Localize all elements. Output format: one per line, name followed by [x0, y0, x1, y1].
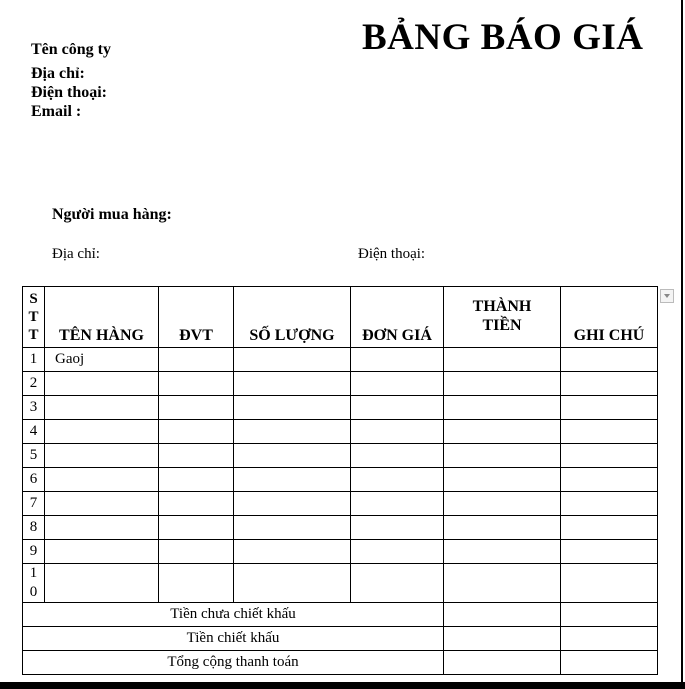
cell-item-name[interactable]	[45, 396, 159, 420]
cell-stt[interactable]: 7	[23, 492, 45, 516]
filter-dropdown-icon[interactable]	[660, 289, 674, 303]
cell-item-name[interactable]	[45, 372, 159, 396]
cell-unit[interactable]	[159, 516, 234, 540]
cell-item-name[interactable]	[45, 540, 159, 564]
cell-unit-price[interactable]	[351, 420, 444, 444]
subtotal-label: Tiền chưa chiết khấu	[23, 603, 444, 627]
table-row	[23, 396, 658, 420]
header-quantity: SỐ LƯỢNG	[234, 287, 351, 348]
table-row	[23, 372, 658, 396]
cell-note[interactable]	[561, 444, 658, 468]
summary-row-grand-total	[23, 651, 658, 675]
cell-stt[interactable]: 1	[23, 348, 45, 372]
cell-quantity[interactable]	[234, 444, 351, 468]
company-email-label: Email :	[31, 103, 82, 120]
table-row	[23, 564, 658, 603]
cell-item-name[interactable]	[45, 516, 159, 540]
cell-total[interactable]	[444, 372, 561, 396]
subtotal-note[interactable]	[561, 603, 658, 627]
cell-item-name[interactable]	[45, 492, 159, 516]
bottom-edge-bar	[0, 682, 685, 689]
cell-note[interactable]	[561, 492, 658, 516]
cell-total[interactable]	[444, 468, 561, 492]
table-row	[23, 540, 658, 564]
summary-row-subtotal	[23, 603, 658, 627]
cell-quantity[interactable]	[234, 540, 351, 564]
discount-note[interactable]	[561, 627, 658, 651]
cell-unit-price[interactable]	[351, 564, 444, 603]
table-row	[23, 348, 658, 372]
subtotal-value[interactable]	[444, 603, 561, 627]
cell-unit-price[interactable]	[351, 540, 444, 564]
cell-stt[interactable]: 9	[23, 540, 45, 564]
cell-unit[interactable]	[159, 420, 234, 444]
cell-total[interactable]	[444, 396, 561, 420]
buyer-name-label: Người mua hàng:	[52, 206, 172, 223]
cell-note[interactable]	[561, 468, 658, 492]
cell-item-name[interactable]	[45, 468, 159, 492]
cell-stt[interactable]: 6	[23, 468, 45, 492]
cell-quantity[interactable]	[234, 372, 351, 396]
cell-unit-price[interactable]	[351, 396, 444, 420]
cell-quantity[interactable]	[234, 492, 351, 516]
cell-unit[interactable]	[159, 564, 234, 603]
company-name-label: Tên công ty	[31, 41, 111, 58]
company-info	[31, 40, 111, 121]
cell-unit-price[interactable]	[351, 516, 444, 540]
cell-total[interactable]	[444, 420, 561, 444]
cell-unit[interactable]	[159, 492, 234, 516]
cell-note[interactable]	[561, 516, 658, 540]
cell-quantity[interactable]	[234, 564, 351, 603]
buyer-address-label: Địa chỉ:	[52, 246, 100, 262]
table-row	[23, 444, 658, 468]
header-total: THÀNH TIỀN	[444, 287, 561, 348]
cell-unit[interactable]	[159, 540, 234, 564]
cell-quantity[interactable]	[234, 516, 351, 540]
cell-unit[interactable]	[159, 348, 234, 372]
header-unit-price: ĐƠN GIÁ	[351, 287, 444, 348]
cell-item-name[interactable]	[45, 564, 159, 603]
cell-unit-price[interactable]	[351, 468, 444, 492]
cell-stt[interactable]: 8	[23, 516, 45, 540]
discount-label: Tiền chiết khấu	[23, 627, 444, 651]
cell-unit-price[interactable]	[351, 372, 444, 396]
cell-total[interactable]	[444, 492, 561, 516]
cell-unit[interactable]	[159, 444, 234, 468]
cell-unit-price[interactable]	[351, 444, 444, 468]
cell-note[interactable]	[561, 420, 658, 444]
summary-row-discount	[23, 627, 658, 651]
cell-note[interactable]	[561, 348, 658, 372]
cell-stt[interactable]: 5	[23, 444, 45, 468]
cell-stt[interactable]: 4	[23, 420, 45, 444]
cell-stt[interactable]: 3	[23, 396, 45, 420]
cell-note[interactable]	[561, 372, 658, 396]
grand-total-value[interactable]	[444, 651, 561, 675]
buyer-phone-label: Điện thoại:	[358, 246, 426, 262]
cell-unit-price[interactable]	[351, 492, 444, 516]
cell-total[interactable]	[444, 348, 561, 372]
header-item-name: TÊN HÀNG	[45, 287, 159, 348]
grand-total-note[interactable]	[561, 651, 658, 675]
cell-item-name[interactable]: Gaoj	[45, 348, 159, 372]
cell-unit[interactable]	[159, 468, 234, 492]
cell-item-name[interactable]	[45, 444, 159, 468]
quote-table	[22, 286, 658, 675]
cell-quantity[interactable]	[234, 348, 351, 372]
cell-quantity[interactable]	[234, 468, 351, 492]
table-row	[23, 516, 658, 540]
discount-value[interactable]	[444, 627, 561, 651]
cell-quantity[interactable]	[234, 396, 351, 420]
header-unit: ĐVT	[159, 287, 234, 348]
cell-unit-price[interactable]	[351, 348, 444, 372]
cell-total[interactable]	[444, 516, 561, 540]
cell-total[interactable]	[444, 564, 561, 603]
cell-note[interactable]	[561, 564, 658, 603]
header-note: GHI CHÚ	[561, 287, 658, 348]
grand-total-label: Tổng cộng thanh toán	[23, 651, 444, 675]
cell-note[interactable]	[561, 396, 658, 420]
company-address-label: Địa chỉ:	[31, 65, 85, 82]
cell-total[interactable]	[444, 540, 561, 564]
document-title: BẢNG BÁO GIÁ	[362, 17, 644, 58]
cell-stt[interactable]: 2	[23, 372, 45, 396]
cell-total[interactable]	[444, 444, 561, 468]
table-row	[23, 468, 658, 492]
cell-item-name[interactable]	[45, 420, 159, 444]
cell-quantity[interactable]	[234, 420, 351, 444]
cell-note[interactable]	[561, 540, 658, 564]
table-row	[23, 492, 658, 516]
cell-unit[interactable]	[159, 396, 234, 420]
company-phone-label: Điện thoại:	[31, 84, 107, 101]
cell-unit[interactable]	[159, 372, 234, 396]
table-row	[23, 420, 658, 444]
header-stt: S T T	[23, 287, 45, 348]
cell-stt[interactable]: 1 0	[23, 564, 45, 603]
table-header-row	[23, 287, 658, 348]
